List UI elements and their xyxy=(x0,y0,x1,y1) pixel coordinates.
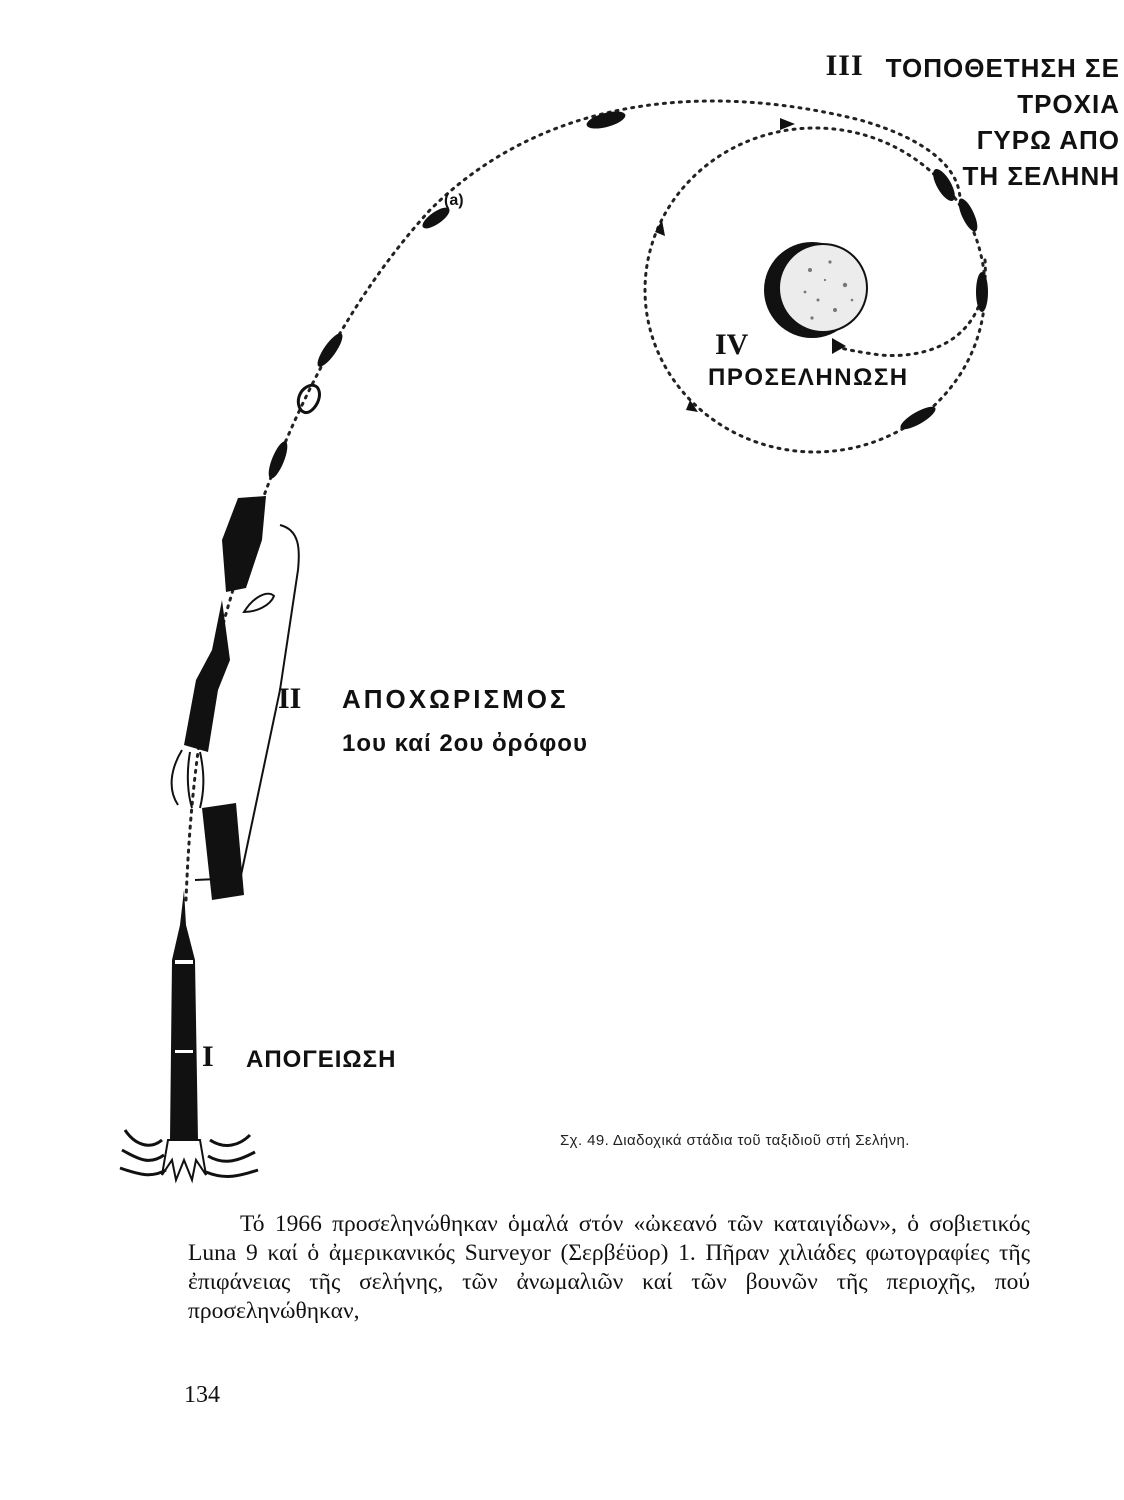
stage-3-label xyxy=(825,49,1120,194)
stage-2-label: ΑΠΟΧΩΡΙΣΜΟΣ xyxy=(342,684,569,714)
launch-rocket-icon xyxy=(120,890,258,1180)
body-text xyxy=(188,1210,1030,1326)
stage-2-sublabel: 1ου καί 2ου ὀρόφου xyxy=(342,730,588,757)
spacecraft-icon xyxy=(265,108,988,481)
figure-caption: Σχ. 49. Διαδοχικά στάδια τοῦ ταξιδιοῦ στή Σελήνη. xyxy=(560,1132,910,1149)
stage-2-numeral: II xyxy=(278,682,302,715)
stage-3-line: ΤΡΟΧΙΑ xyxy=(1017,89,1120,119)
stage-3-line: ΤΟΠΟΘΕΤΗΣΗ ΣΕ xyxy=(885,53,1120,83)
stage-4-numeral: IV xyxy=(715,328,749,361)
stage-1-label: ΑΠΟΓΕΙΩΣΗ xyxy=(246,1046,397,1073)
moon-icon xyxy=(764,242,867,338)
stage-3-line: ΤΗ ΣΕΛΗΝΗ xyxy=(962,161,1120,191)
stage-3-numeral: III xyxy=(825,49,864,82)
trajectory-path xyxy=(186,101,960,900)
small-label-a: (a) xyxy=(444,192,464,209)
detached-stage-icon xyxy=(195,803,244,900)
stage-4-label: ΠΡΟΣΕΛΗΝΩΣΗ xyxy=(708,364,909,391)
page-number: 134 xyxy=(184,1382,220,1408)
orbit-arrow-icon xyxy=(832,338,846,354)
upper-stage-icon xyxy=(172,496,274,808)
stage-1-numeral: I xyxy=(202,1040,214,1073)
body-paragraph: Τό 1966 προσεληνώθηκαν ὁμαλά στόν «ὠκεανό τῶν καταιγίδων», ὁ σοβιετικός Luna 9 καί ὁ ἀμερικανικός Surveyor (Σερβέϋορ) 1. Πῆραν χιλιάδες φωτογραφίες τῆς ἐπιφάνειας τῆς σελήνης, τῶν ἀνωμαλιῶν καί τῶν βουνῶν τῆς περιοχῆς, πού προσεληνώθηκαν, xyxy=(188,1211,1030,1324)
stage-3-line: ΓΥΡΩ ΑΠΟ xyxy=(976,125,1120,155)
